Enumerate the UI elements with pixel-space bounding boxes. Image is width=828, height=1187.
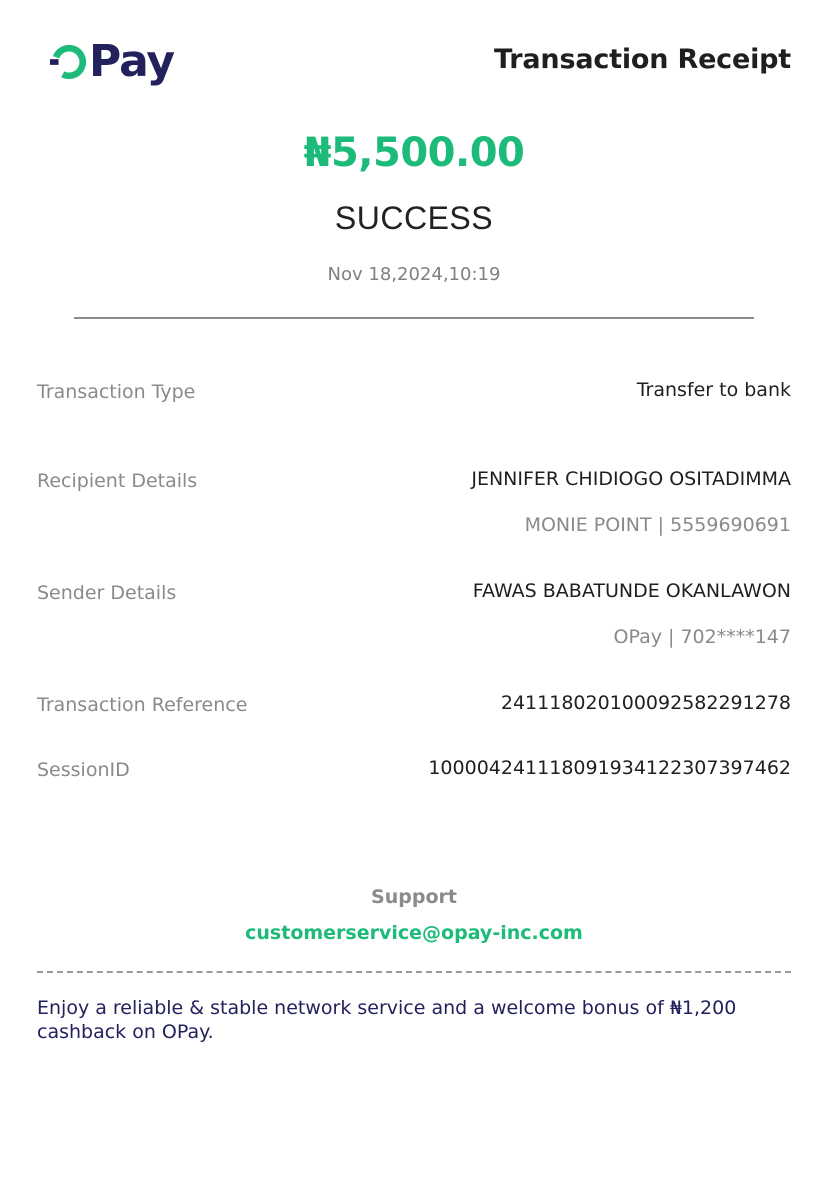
transaction-reference-label: Transaction Reference [37,694,248,716]
session-id-label: SessionID [37,759,130,781]
transaction-reference-value[interactable]: 241118020100092582291278 [500,692,791,714]
transaction-type-label: Transaction Type [37,381,196,403]
dashed-divider [37,971,791,973]
support-label: Support [371,886,457,908]
recipient-name: JENNIFER CHIDIOGO OSITADIMMA [471,468,791,490]
opay-logo-icon [50,42,88,82]
transaction-type-value: Transfer to bank [636,379,791,401]
receipt-header [0,0,828,110]
sender-name: FAWAS BABATUNDE OKANLAWON [472,580,791,602]
opay-logo [50,36,174,88]
recipient-details-label: Recipient Details [37,470,198,492]
transaction-amount: ₦5,500.00 [303,130,525,176]
section-divider [74,317,754,319]
logo-wordmark: Pay [89,36,175,87]
session-id-value[interactable]: 100004241118091934122307397462 [428,757,791,779]
support-email-link[interactable]: customerservice@opay-inc.com [245,922,583,944]
recipient-account: MONIE POINT | 5559690691 [524,514,791,536]
sender-account: OPay | 702****147 [613,626,791,648]
promo-message: Enjoy a reliable & stable network service and a welcome bonus of ₦1,200 cashback on OPay. [37,997,737,1043]
sender-details-label: Sender Details [37,582,177,604]
page-title: Transaction Receipt [494,44,791,75]
transaction-status: SUCCESS [334,200,494,236]
transaction-datetime: Nov 18,2024,10:19 [327,264,501,285]
